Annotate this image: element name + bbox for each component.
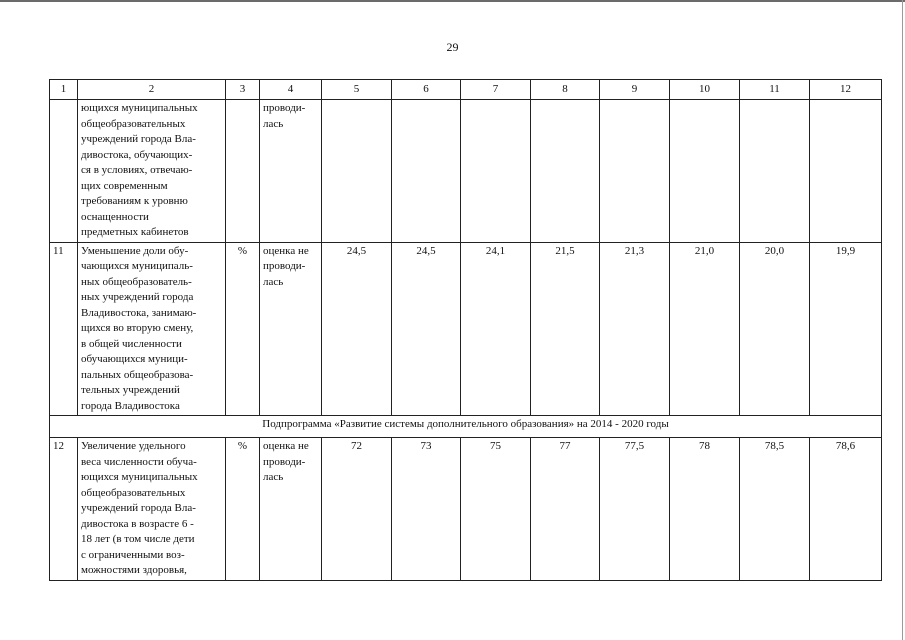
description-line: дивостока в возрасте 6 - — [81, 517, 194, 530]
description-line: ющихся муниципальных — [81, 471, 198, 483]
row-unit — [226, 100, 260, 243]
header-cell: 11 — [740, 80, 810, 100]
header-cell: 4 — [260, 80, 322, 100]
header-cell: 2 — [78, 80, 226, 100]
description-line: щихся во вторую смену, — [81, 322, 194, 334]
description-line: Уменьшение доли обу- — [81, 244, 189, 257]
description-line: ющихся муниципальных — [81, 102, 198, 114]
value-cell: 72 — [322, 438, 392, 581]
value-cell — [392, 100, 461, 243]
row-status — [260, 100, 322, 243]
status-line: оценка не — [263, 440, 309, 452]
header-cell: 7 — [461, 80, 531, 100]
value-cell: 21,0 — [670, 242, 740, 416]
value-cell — [322, 100, 392, 243]
description-line: можностями здоровья, — [81, 564, 187, 576]
description-line: предметных кабинетов — [81, 226, 189, 238]
status-line: лась — [263, 471, 284, 483]
row-number — [50, 100, 78, 243]
value-cell — [670, 100, 740, 243]
description-line: учреждений города Вла- — [81, 133, 196, 145]
value-cell: 24,5 — [322, 242, 392, 416]
description-line: ся в условиях, отвечаю- — [81, 164, 193, 176]
status-line: лась — [263, 117, 284, 130]
value-cell — [740, 100, 810, 243]
subprogram-title: Подпрограмма «Развитие системы дополнительного образования» на 2014 - 2020 годы — [50, 416, 882, 438]
subprogram-row — [50, 416, 882, 438]
description-line: ных общеобразователь- — [81, 275, 192, 288]
header-cell: 10 — [670, 80, 740, 100]
value-cell: 78,6 — [810, 438, 882, 581]
row-unit: % — [226, 242, 260, 416]
description-line: требованиям к уровню — [81, 195, 188, 207]
description-line: дивостока, обучающих- — [81, 148, 193, 161]
value-cell: 78 — [670, 438, 740, 581]
status-line: проводи- — [263, 260, 306, 272]
description-line: ных учреждений города — [81, 291, 194, 303]
value-cell: 78,5 — [740, 438, 810, 581]
header-cell: 1 — [50, 80, 78, 100]
value-cell — [461, 100, 531, 243]
value-cell: 73 — [392, 438, 461, 581]
value-cell — [810, 100, 882, 243]
description-line: веса численности обуча- — [81, 455, 197, 468]
value-cell: 19,9 — [810, 242, 882, 416]
description-line: Увеличение удельного — [81, 440, 186, 452]
page-number: 29 — [446, 40, 459, 54]
description-line: с ограниченными воз- — [81, 548, 185, 561]
page-right-border — [902, 0, 903, 640]
value-cell: 75 — [461, 438, 531, 581]
row-description — [78, 242, 226, 416]
row-description — [78, 100, 226, 243]
value-cell: 21,5 — [531, 242, 600, 416]
description-line: Владивостока, занимаю- — [81, 306, 197, 319]
value-cell: 77,5 — [600, 438, 670, 581]
value-cell: 77 — [531, 438, 600, 581]
header-cell: 12 — [810, 80, 882, 100]
row-status — [260, 438, 322, 581]
header-cell: 8 — [531, 80, 600, 100]
description-line: чающихся муниципаль- — [81, 260, 193, 272]
description-line: пальных общеобразова- — [81, 368, 194, 381]
value-cell: 24,1 — [461, 242, 531, 416]
description-line: оснащенности — [81, 210, 149, 223]
description-line: общеобразовательных — [81, 486, 186, 499]
status-line: проводи- — [263, 455, 306, 468]
status-line: проводи- — [263, 102, 306, 114]
row-unit: % — [226, 438, 260, 581]
description-line: обучающихся муници- — [81, 353, 188, 365]
indicators-table — [49, 79, 882, 581]
row-number: 11 — [50, 242, 78, 416]
table-row — [50, 100, 882, 243]
table-row — [50, 438, 882, 581]
table-header-row — [50, 80, 882, 100]
header-cell: 5 — [322, 80, 392, 100]
value-cell: 20,0 — [740, 242, 810, 416]
header-cell: 9 — [600, 80, 670, 100]
description-line: 18 лет (в том числе дети — [81, 533, 195, 545]
description-line: общеобразовательных — [81, 117, 186, 130]
page-top-border — [0, 0, 905, 2]
header-cell: 3 — [226, 80, 260, 100]
description-line: в общей численности — [81, 337, 182, 350]
header-cell: 6 — [392, 80, 461, 100]
table-row — [50, 242, 882, 416]
status-line: лась — [263, 275, 284, 288]
description-line: щих современным — [81, 179, 168, 192]
description-line: учреждений города Вла- — [81, 502, 196, 514]
row-number: 12 — [50, 438, 78, 581]
row-description — [78, 438, 226, 581]
description-line: города Владивостока — [81, 399, 180, 412]
description-line: тельных учреждений — [81, 384, 180, 396]
row-status — [260, 242, 322, 416]
value-cell: 24,5 — [392, 242, 461, 416]
status-line: оценка не — [263, 244, 309, 257]
value-cell — [600, 100, 670, 243]
value-cell: 21,3 — [600, 242, 670, 416]
value-cell — [531, 100, 600, 243]
